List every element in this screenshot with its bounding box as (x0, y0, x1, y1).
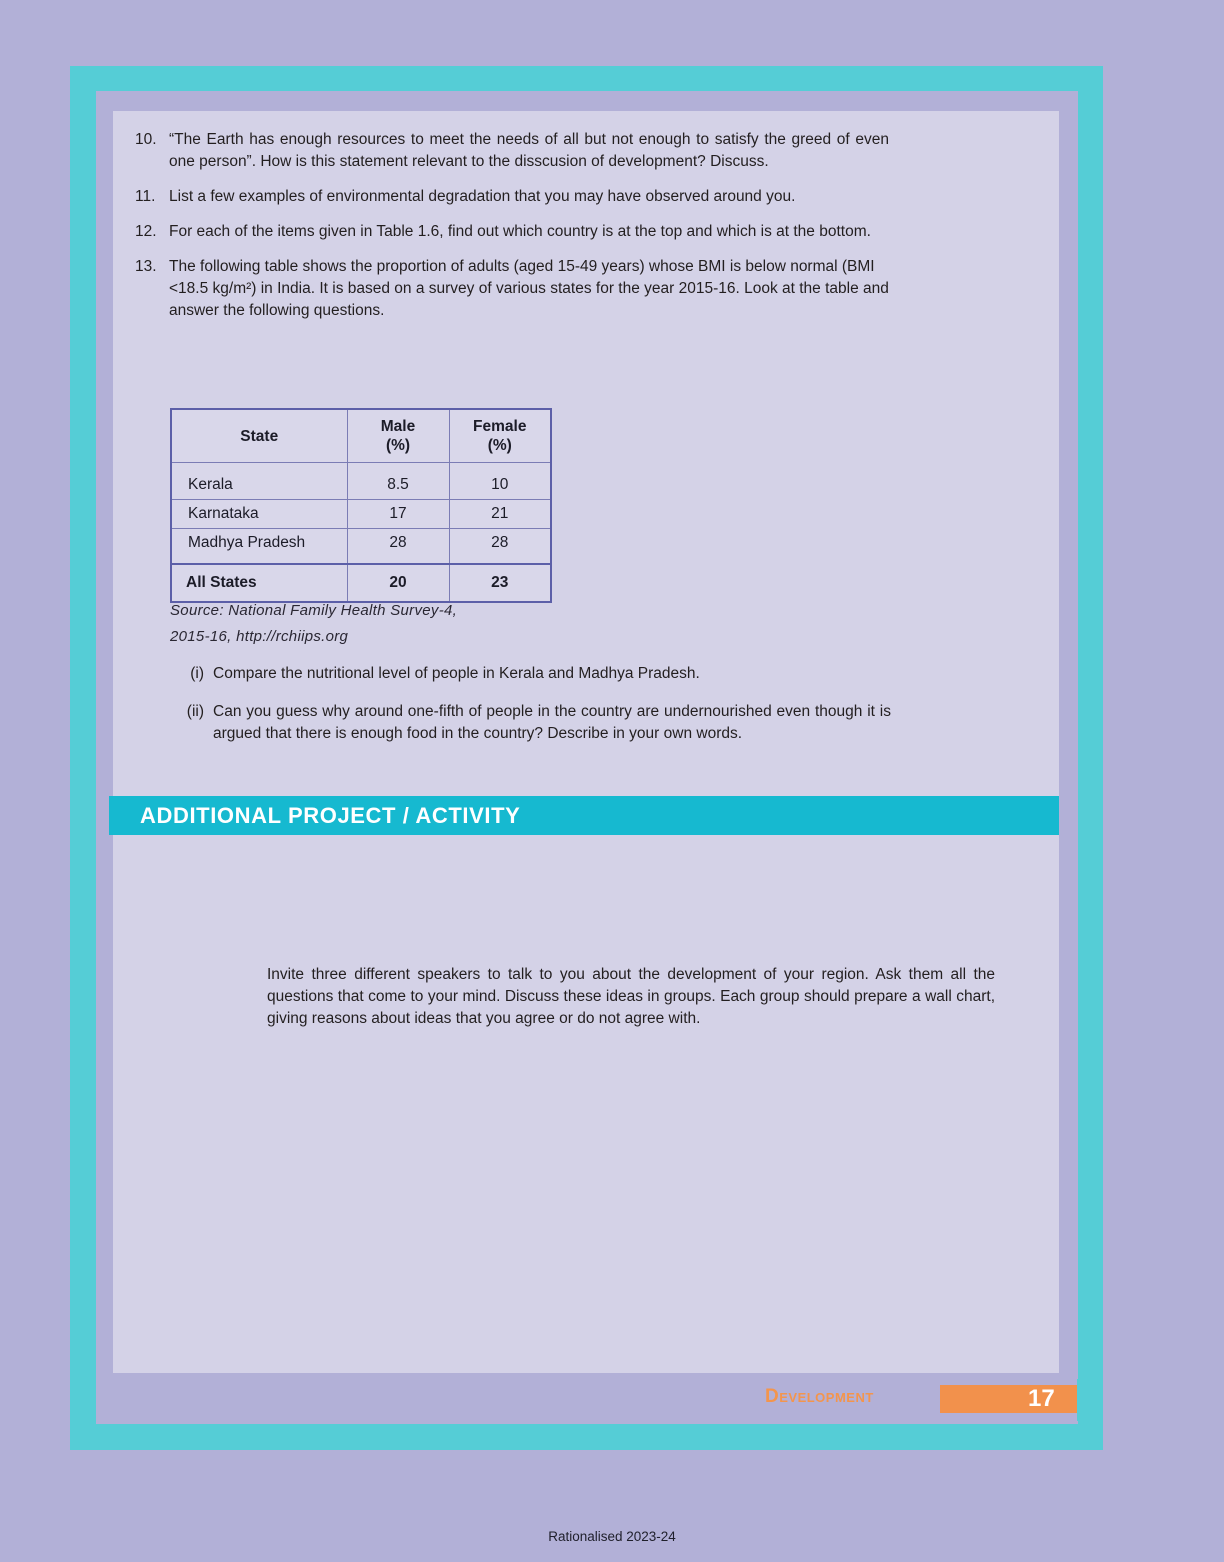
source-line-2: 2015-16, http://rchiips.org (170, 628, 349, 645)
cell-male: 17 (347, 500, 449, 529)
cell-male-total: 20 (347, 564, 449, 602)
question-item-11 (135, 186, 889, 208)
bmi-table (170, 408, 552, 603)
activity-section-banner (109, 796, 1059, 835)
rationalised-note: Rationalised 2023-24 (548, 1529, 676, 1544)
table-row (171, 529, 551, 565)
question-text: For each of the items given in Table 1.6, find out which country is at the top and which is at the bottom. (169, 223, 871, 240)
activity-banner-title: ADDITIONAL PROJECT / ACTIVITY (140, 802, 521, 828)
column-header-state: State (171, 409, 347, 463)
column-header-male: Male (%) (347, 409, 449, 463)
sub-question-text: Can you guess why around one-fifth of people in the country are undernourished even though it is argued that there is enough food in the country? Describe in your own words. (213, 703, 891, 742)
cell-state: Kerala (171, 463, 347, 500)
cell-state: Madhya Pradesh (171, 529, 347, 565)
question-number: 10. (135, 131, 157, 148)
source-line-1: Source: National Family Health Survey-4, (170, 602, 458, 619)
cell-female-total: 23 (449, 564, 551, 602)
cell-female: 28 (449, 529, 551, 565)
question-item-13 (135, 256, 889, 322)
sub-question-ii (175, 701, 891, 745)
page-footer (0, 1379, 1224, 1421)
cell-state-total: All States (171, 564, 347, 602)
question-text: List a few examples of environmental degradation that you may have observed around you. (169, 188, 796, 205)
footer-chapter-name: Development (765, 1386, 874, 1407)
sub-question-i (175, 663, 891, 685)
table-total-row (171, 564, 551, 602)
exercise-question-list (135, 129, 889, 335)
bmi-table-container (170, 408, 552, 603)
footer-frame-overlay-teal (1077, 1379, 1103, 1421)
column-header-female: Female (%) (449, 409, 551, 463)
cell-male: 28 (347, 529, 449, 565)
page-number: 17 (1028, 1385, 1055, 1412)
question-item-10 (135, 129, 889, 173)
table-header-row (171, 409, 551, 463)
cell-state: Karnataka (171, 500, 347, 529)
sub-question-list (175, 663, 891, 761)
question-number: 12. (135, 223, 157, 240)
question-text: The following table shows the proportion of adults (aged 15-49 years) whose BMI is below normal (BMI <18.5 kg/m²) in India. It is based on a survey of various states for the year 2015-16. Look at the table and answer the following questions. (169, 258, 889, 319)
content-panel (113, 111, 1059, 1373)
sub-question-number: (ii) (186, 703, 204, 720)
activity-body-text: Invite three different speakers to talk to you about the development of your region. Ask them all the questions that come to your mind. Discuss these ideas in groups. Each group should prepare a wall chart, giving reasons about ideas that you agree or do not agree with. (267, 966, 995, 1027)
question-number: 11. (135, 188, 156, 205)
sub-question-number: (i) (190, 665, 204, 682)
table-source-note (170, 598, 600, 650)
footer-frame-overlay-purple (1103, 1379, 1224, 1421)
table-row (171, 500, 551, 529)
sub-question-text: Compare the nutritional level of people in Kerala and Madhya Pradesh. (213, 665, 700, 682)
cell-male: 8.5 (347, 463, 449, 500)
cell-female: 21 (449, 500, 551, 529)
question-text: “The Earth has enough resources to meet the needs of all but not enough to satisfy the greed of even one person”. How is this statement relevant to the disscusion of development? Discuss. (169, 131, 889, 170)
question-item-12 (135, 221, 889, 243)
table-row (171, 463, 551, 500)
cell-female: 10 (449, 463, 551, 500)
question-number: 13. (135, 258, 157, 275)
